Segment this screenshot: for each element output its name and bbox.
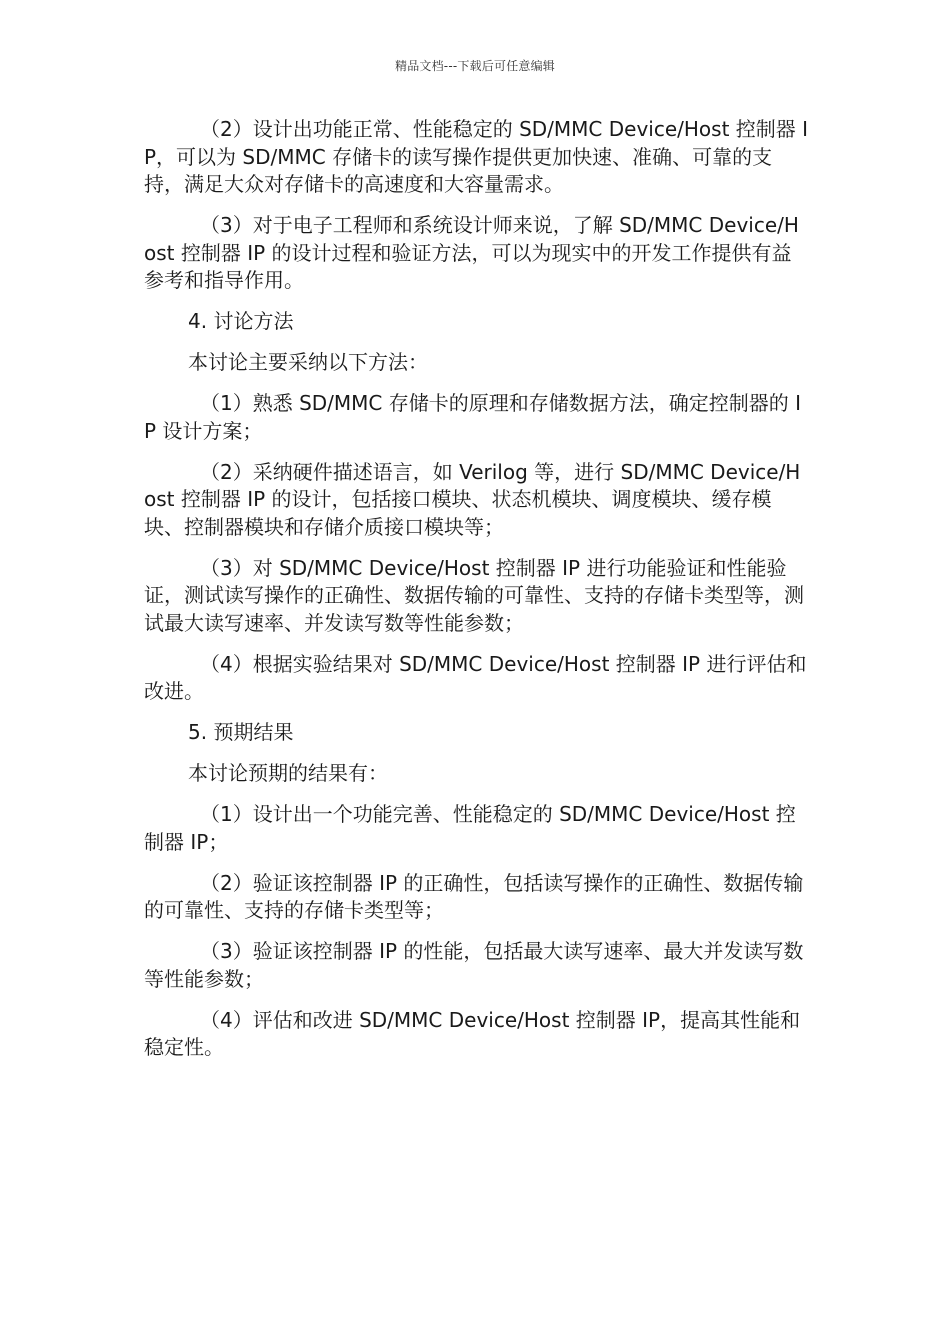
paragraph-method-4: （4）根据实验结果对 SD/MMC Device/Host 控制器 IP 进行评估和改进。 xyxy=(144,651,807,703)
document-body xyxy=(144,116,810,1075)
paragraph-goal-2: （2）设计出功能正常、性能稳定的 SD/MMC Device/Host 控制器 IP，可以为 SD/MMC 存储卡的读写操作提供更加快速、准确、可靠的支持，满足大众对存储卡的高速度和大容量需求。 xyxy=(144,117,809,196)
paragraph-method-3: （3）对 SD/MMC Device/Host 控制器 IP 进行功能验证和性能验证，测试读写操作的正确性、数据传输的可靠性、支持的存储卡类型等，测试最大读写速率、并发读写数等性能参数； xyxy=(144,555,804,635)
paragraph-method-1: （1）熟悉 SD/MMC 存储卡的原理和存储数据方法，确定控制器的 IP 设计方案； xyxy=(144,391,802,443)
page-header: 精品文档---下载后可任意编辑 xyxy=(395,59,555,73)
paragraph-methods-intro: 本讨论主要采纳以下方法： xyxy=(188,350,428,374)
paragraph-goal-3: （3）对于电子工程师和系统设计师来说，了解 SD/MMC Device/Host 控制器 IP 的设计过程和验证方法，可以为现实中的开发工作提供有益参考和指导作用。 xyxy=(144,213,799,292)
paragraph-result-2: （2）验证该控制器 IP 的正确性，包括读写操作的正确性、数据传输的可靠性、支持的存储卡类型等； xyxy=(144,870,804,922)
section-heading-methods: 4. 讨论方法 xyxy=(188,309,294,333)
paragraph-method-2: （2）采纳硬件描述语言，如 Verilog 等，进行 SD/MMC Device/Host 控制器 IP 的设计，包括接口模块、状态机模块、调度模块、缓存模块、控制器模块和存储介质接口模块等； xyxy=(144,459,801,539)
paragraph-result-1: （1）设计出一个功能完善、性能稳定的 SD/MMC Device/Host 控制器 IP； xyxy=(144,802,796,854)
paragraph-results-intro: 本讨论预期的结果有： xyxy=(188,761,388,785)
paragraph-result-4: （4）评估和改进 SD/MMC Device/Host 控制器 IP，提高其性能和稳定性。 xyxy=(144,1007,801,1059)
section-heading-expected-results: 5. 预期结果 xyxy=(188,720,294,744)
paragraph-result-3: （3）验证该控制器 IP 的性能，包括最大读写速率、最大并发读写数等性能参数； xyxy=(144,939,804,991)
